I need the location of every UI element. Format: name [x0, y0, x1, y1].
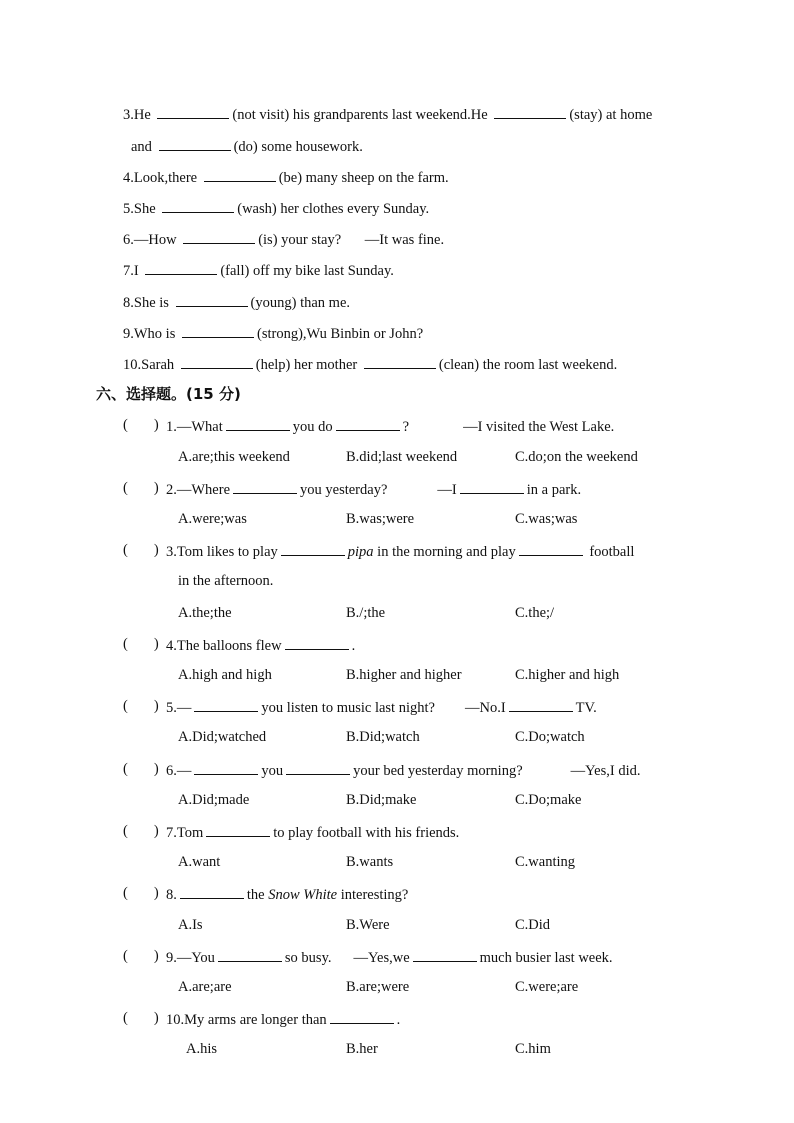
option-c[interactable]: C.him — [515, 1041, 551, 1057]
text: —It was fine. — [364, 232, 445, 248]
fill-item-7 — [123, 260, 394, 280]
answer-blank[interactable] — [182, 323, 254, 338]
option-a[interactable]: A.Did;watched — [178, 729, 267, 745]
option-a[interactable]: A.high and high — [178, 667, 272, 683]
answer-blank[interactable] — [159, 136, 231, 151]
text: (clean) the room last weekend. — [438, 357, 618, 373]
option-a[interactable]: A.want — [178, 854, 221, 870]
text: (young) than me. — [250, 295, 351, 311]
option-c[interactable]: C.were;are — [515, 979, 579, 995]
text: (help) her mother — [255, 357, 358, 373]
option-b[interactable]: B.wants — [346, 854, 394, 870]
answer-blank[interactable] — [157, 104, 229, 119]
answer-blank[interactable] — [183, 229, 255, 244]
text: 3.He — [123, 107, 151, 123]
question-text: 2.—Where you yesterday? —I in a park. — [166, 479, 581, 499]
text: (stay) at home — [569, 107, 653, 123]
option-c[interactable]: C.higher and high — [515, 667, 620, 683]
question-text: 7.Tom to play football with his friends. — [166, 822, 459, 842]
answer-parens[interactable]: ( ) — [123, 480, 159, 496]
option-b[interactable]: B.did;last weekend — [346, 449, 458, 465]
question-text: 3.Tom likes to play pipa in the morning and play football — [166, 541, 634, 561]
text: (fall) off my bike last Sunday. — [220, 263, 394, 279]
option-b[interactable]: B.higher and higher — [346, 667, 462, 683]
text: (not visit) his grandparents last weekend.He — [232, 107, 488, 123]
option-a[interactable]: A.his — [186, 1041, 218, 1057]
question-text: 1.—What you do ? —I visited the West Lake. — [166, 416, 614, 436]
option-b[interactable]: B.her — [346, 1041, 378, 1057]
option-a[interactable]: A.the;the — [178, 605, 232, 621]
text: and — [131, 139, 152, 155]
answer-parens[interactable]: ( ) — [123, 1010, 159, 1026]
section-heading: 六、选择题。(15 分) — [96, 385, 241, 403]
fill-item-3 — [123, 104, 652, 124]
answer-parens[interactable]: ( ) — [123, 948, 159, 964]
fill-item-9 — [123, 323, 423, 343]
question-text: 9.—You so busy. —Yes,we much busier last week. — [166, 947, 613, 967]
question-text: 6.— you your bed yesterday morning? —Yes,I did. — [166, 760, 641, 780]
answer-blank[interactable] — [176, 292, 248, 307]
answer-parens[interactable]: ( ) — [123, 761, 159, 777]
text: 9.Who is — [123, 326, 176, 342]
answer-blank[interactable] — [364, 354, 436, 369]
option-a[interactable]: A.are;this weekend — [178, 449, 290, 465]
question-text: 10.My arms are longer than . — [166, 1009, 400, 1029]
fill-item-8 — [123, 292, 350, 312]
fill-item-6 — [123, 229, 444, 249]
answer-parens[interactable]: ( ) — [123, 636, 159, 652]
text: (is) your stay? — [258, 232, 342, 248]
option-a[interactable]: A.are;are — [178, 979, 232, 995]
answer-parens[interactable]: ( ) — [123, 417, 159, 433]
text: 4.Look,there — [123, 170, 198, 186]
text: (be) many sheep on the farm. — [278, 170, 449, 186]
question-text: 4.The balloons flew . — [166, 635, 355, 655]
answer-parens[interactable]: ( ) — [123, 823, 159, 839]
option-c[interactable]: C.wanting — [515, 854, 576, 870]
mc-question-3-cont: in the afternoon. — [178, 573, 274, 589]
text: 10.Sarah — [123, 357, 175, 373]
option-c[interactable]: C.do;on the weekend — [515, 449, 638, 465]
answer-blank[interactable] — [494, 104, 566, 119]
option-b[interactable]: B./;the — [346, 605, 386, 621]
option-b[interactable]: B.Were — [346, 917, 390, 933]
fill-item-3-cont — [131, 136, 363, 156]
text: 5.She — [123, 201, 156, 217]
text: 7.I — [123, 263, 139, 279]
option-c[interactable]: C.Did — [515, 917, 551, 933]
text: (strong),Wu Binbin or John? — [256, 326, 424, 342]
fill-item-10 — [123, 354, 617, 374]
answer-parens[interactable]: ( ) — [123, 698, 159, 714]
question-text: 8. the Snow White interesting? — [166, 884, 408, 904]
option-b[interactable]: B.are;were — [346, 979, 410, 995]
answer-blank[interactable] — [181, 354, 253, 369]
option-a[interactable]: A.were;was — [178, 511, 247, 527]
answer-blank[interactable] — [204, 167, 276, 182]
option-c[interactable]: C.the;/ — [515, 605, 555, 621]
fill-item-4 — [123, 167, 449, 187]
option-b[interactable]: B.Did;watch — [346, 729, 420, 745]
option-c[interactable]: C.Do;watch — [515, 729, 585, 745]
option-b[interactable]: B.was;were — [346, 511, 415, 527]
text: (do) some housework. — [233, 139, 363, 155]
answer-parens[interactable]: ( ) — [123, 542, 159, 558]
option-b[interactable]: B.Did;make — [346, 792, 417, 808]
option-a[interactable]: A.Did;made — [178, 792, 250, 808]
text: 8.She is — [123, 295, 169, 311]
fill-item-5 — [123, 198, 429, 218]
text: 6.—How — [123, 232, 177, 248]
text: (wash) her clothes every Sunday. — [237, 201, 430, 217]
question-text: 5.— you listen to music last night? —No.I TV. — [166, 697, 597, 717]
option-c[interactable]: C.Do;make — [515, 792, 582, 808]
option-a[interactable]: A.Is — [178, 917, 203, 933]
answer-blank[interactable] — [145, 260, 217, 275]
answer-blank[interactable] — [162, 198, 234, 213]
answer-parens[interactable]: ( ) — [123, 885, 159, 901]
option-c[interactable]: C.was;was — [515, 511, 578, 527]
